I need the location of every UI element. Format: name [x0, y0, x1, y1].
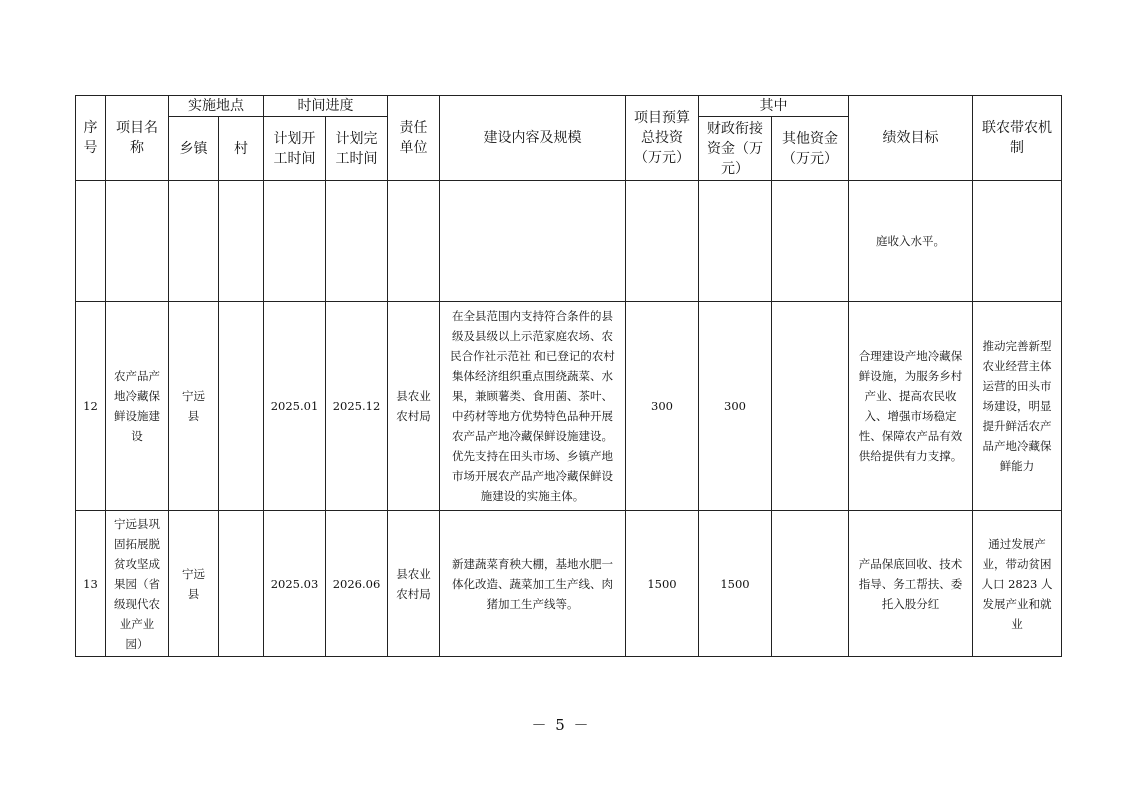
header-other: 其他资金（万元） [772, 117, 849, 181]
header-location: 实施地点 [169, 96, 264, 117]
table-row [76, 511, 1062, 657]
header-budget: 项目预算总投资（万元） [626, 96, 699, 181]
cell-seq: 13 [76, 511, 106, 657]
cell-start: 2025.01 [264, 302, 326, 511]
cell-end [326, 181, 388, 302]
project-table [75, 95, 1062, 657]
cell-unit: 县农业农村局 [388, 511, 440, 657]
cell-mechanism: 推动完善新型农业经营主体运营的田头市场建设，明显提升鲜活农产品产地冷藏保鲜能力 [973, 302, 1062, 511]
cell-town: 宁远县 [169, 302, 219, 511]
cell-town [169, 181, 219, 302]
header-schedule: 时间进度 [264, 96, 388, 117]
cell-content [440, 181, 626, 302]
cell-start: 2025.03 [264, 511, 326, 657]
header-start: 计划开工时间 [264, 117, 326, 181]
cell-unit: 县农业农村局 [388, 302, 440, 511]
cell-mechanism: 通过发展产业，带动贫困人口 2823 人发展产业和就业 [973, 511, 1062, 657]
table-row [76, 302, 1062, 511]
cell-seq: 12 [76, 302, 106, 511]
table-row [76, 181, 1062, 302]
cell-fiscal: 300 [699, 302, 772, 511]
cell-end: 2025.12 [326, 302, 388, 511]
cell-town: 宁远县 [169, 511, 219, 657]
cell-other [772, 181, 849, 302]
cell-goal: 庭收入水平。 [849, 181, 973, 302]
cell-other [772, 302, 849, 511]
cell-content: 新建蔬菜育秧大棚，基地水肥一体化改造、蔬菜加工生产线、肉猪加工生产线等。 [440, 511, 626, 657]
header-goal: 绩效目标 [849, 96, 973, 181]
header-town: 乡镇 [169, 117, 219, 181]
cell-seq [76, 181, 106, 302]
header-content: 建设内容及规模 [440, 96, 626, 181]
cell-village [219, 511, 264, 657]
header-end: 计划完工时间 [326, 117, 388, 181]
cell-mechanism [973, 181, 1062, 302]
header-of-which: 其中 [699, 96, 849, 117]
header-fiscal: 财政衔接资金（万元） [699, 117, 772, 181]
cell-name: 农产品产地冷藏保鲜设施建设 [106, 302, 169, 511]
cell-village [219, 302, 264, 511]
cell-fiscal [699, 181, 772, 302]
cell-goal: 合理建设产地冷藏保鲜设施，为服务乡村产业、提高农民收入、增强市场稳定性、保障农产品有效供给提供有力支撑。 [849, 302, 973, 511]
cell-budget: 1500 [626, 511, 699, 657]
header-village: 村 [219, 117, 264, 181]
cell-start [264, 181, 326, 302]
cell-budget: 300 [626, 302, 699, 511]
header-mechanism: 联农带农机制 [973, 96, 1062, 181]
cell-end: 2026.06 [326, 511, 388, 657]
header-row-1 [76, 96, 1062, 117]
cell-other [772, 511, 849, 657]
cell-unit [388, 181, 440, 302]
header-seq: 序号 [76, 96, 106, 181]
page-number: － 5 － [531, 716, 591, 734]
cell-goal: 产品保底回收、技术指导、务工帮扶、委托入股分红 [849, 511, 973, 657]
cell-budget [626, 181, 699, 302]
cell-village [219, 181, 264, 302]
cell-name: 宁远县巩固拓展脱贫攻坚成果园（省级现代农业产业园） [106, 511, 169, 657]
cell-name [106, 181, 169, 302]
cell-content: 在全县范围内支持符合条件的县级及县级以上示范家庭农场、农民合作社示范社 和已登记的农村集体经济组织重点围绕蔬菜、水果，兼顾薯类、食用菌、茶叶、中药材等地方优势特色品种开展农产品产地冷藏保鲜设施建设。优先支持在田头市场、乡镇产地市场开展农产品产地冷藏保鲜设施建设的实施主体。 [440, 302, 626, 511]
cell-fiscal: 1500 [699, 511, 772, 657]
header-unit: 责任单位 [388, 96, 440, 181]
header-name: 项目名称 [106, 96, 169, 181]
